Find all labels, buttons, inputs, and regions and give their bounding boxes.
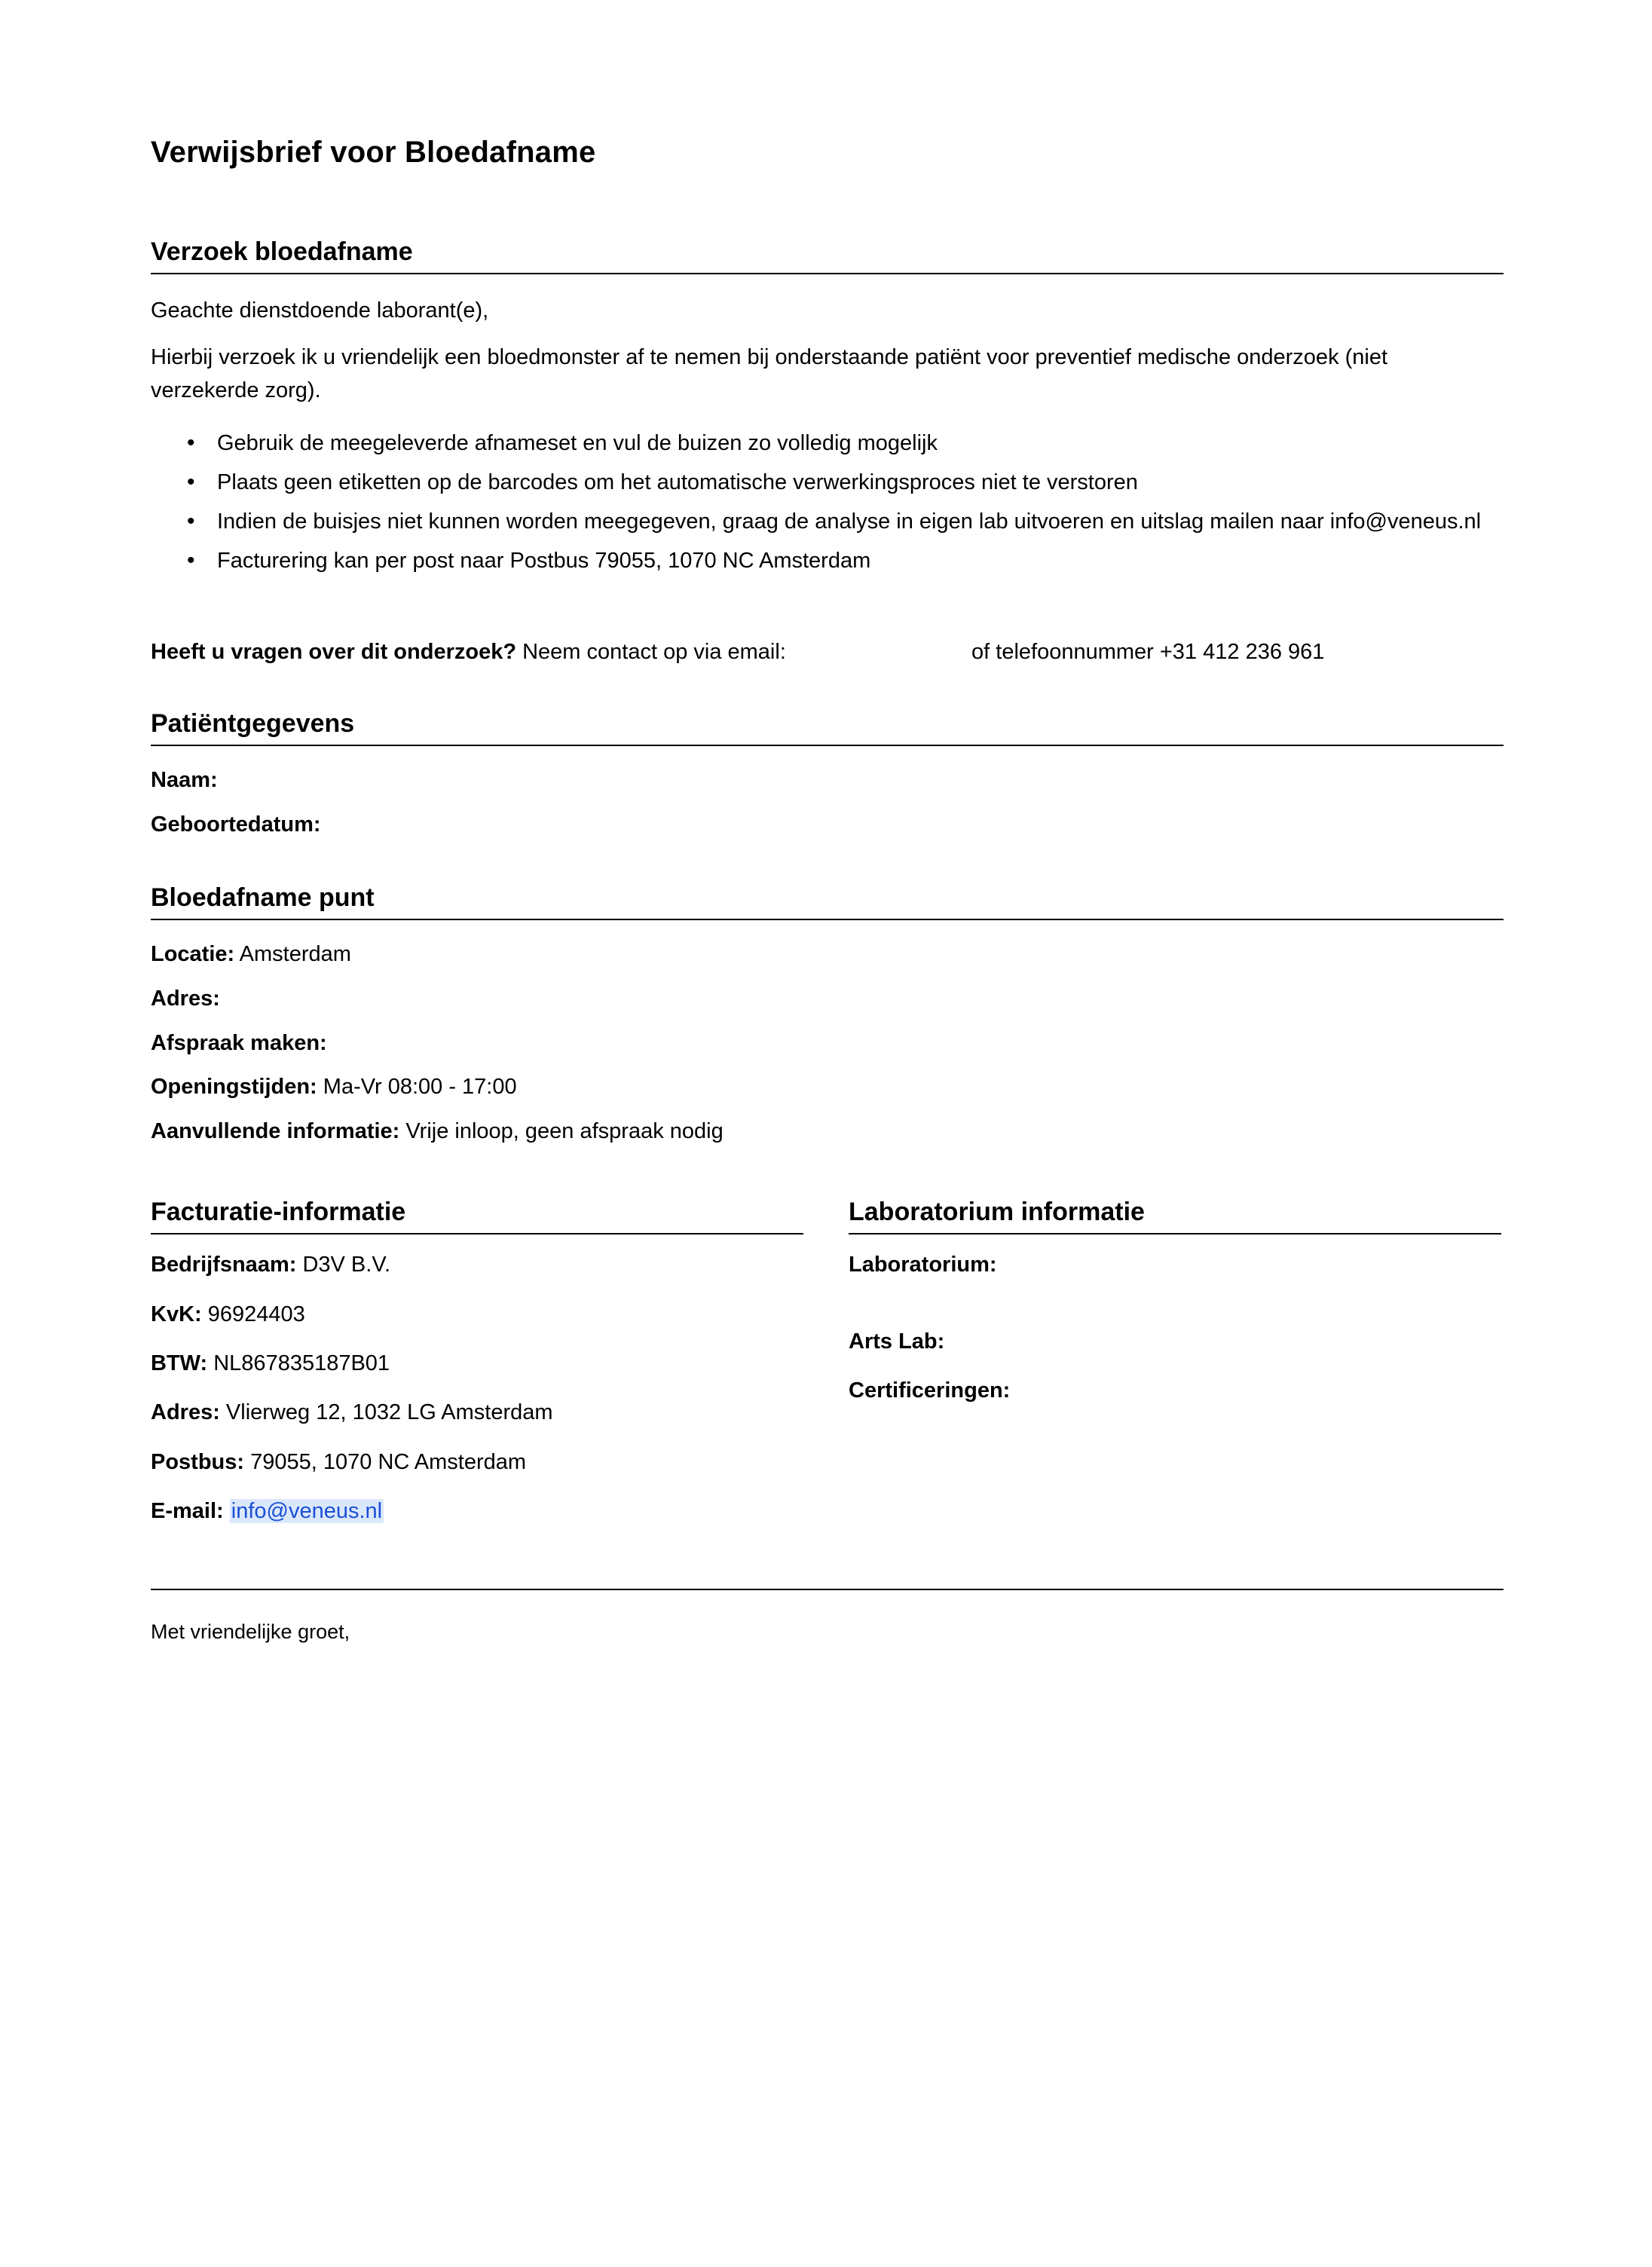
draw-point-label: Locatie:	[151, 941, 235, 966]
info-columns	[151, 1198, 1501, 1530]
draw-point-label: Openingstijden:	[151, 1075, 317, 1100]
patient-dob-label: Geboortedatum:	[151, 812, 321, 837]
billing-email-row	[151, 1493, 803, 1530]
billing-value: 79055, 1070 NC Amsterdam	[250, 1449, 527, 1474]
patient-name-label: Naam:	[151, 767, 218, 792]
billing-value: NL867835187B01	[213, 1351, 390, 1375]
billing-row	[151, 1296, 803, 1333]
billing-value: D3V B.V.	[302, 1253, 391, 1277]
billing-row	[151, 1444, 803, 1481]
lab-row	[849, 1372, 1501, 1409]
billing-label: Adres:	[151, 1400, 220, 1425]
billing-email-link[interactable]: info@veneus.nl	[231, 1498, 383, 1523]
lab-label: Laboratorium:	[849, 1253, 997, 1277]
questions-contact-block	[151, 635, 1501, 668]
draw-point-row	[151, 1114, 1501, 1149]
closing-text: Met vriendelijke groet,	[151, 1620, 350, 1644]
billing-row	[151, 1394, 803, 1431]
billing-row	[151, 1247, 803, 1283]
billing-value: Vlierweg 12, 1032 LG Amsterdam	[225, 1400, 553, 1425]
billing-row	[151, 1345, 803, 1382]
lab-label: Certificeringen:	[849, 1378, 1011, 1403]
questions-rest-text: Neem contact op via email:	[522, 639, 786, 664]
patient-dob-row	[151, 807, 1501, 843]
billing-label: KvK:	[151, 1302, 202, 1326]
draw-point-value: Vrije inloop, geen afspraak nodig	[405, 1119, 724, 1144]
list-item: • Gebruik de meegeleverde afnameset en vul de buizen zo volledig mogelijk	[217, 427, 1501, 460]
draw-point-row	[151, 1069, 1501, 1105]
section-heading-billing: Facturatie-informatie	[151, 1198, 803, 1234]
billing-column	[151, 1198, 803, 1530]
draw-point-row	[151, 937, 1501, 972]
questions-bold-text: Heeft u vragen over dit onderzoek?	[151, 639, 517, 664]
draw-point-label: Aanvullende informatie:	[151, 1119, 400, 1144]
lab-row	[849, 1247, 1501, 1283]
questions-phone-text: of telefoonnummer +31 412 236 961	[971, 639, 1325, 664]
list-item: • Facturering kan per post naar Postbus 79055, 1070 NC Amsterdam	[217, 544, 1501, 577]
intro-text: Hierbij verzoek ik u vriendelijk een bloedmonster af te nemen bij onderstaande patiënt voor preventief medische onderzoek (niet verzekerde zorg).	[151, 345, 1388, 403]
draw-point-label: Afspraak maken:	[151, 1030, 327, 1055]
lab-label: Arts Lab:	[849, 1329, 945, 1354]
section-heading-patient: Patiëntgegevens	[151, 709, 1504, 746]
billing-value: 96924403	[207, 1302, 305, 1326]
footer-divider	[151, 1589, 1504, 1590]
draw-point-row	[151, 1026, 1501, 1061]
section-heading-request: Verzoek bloedafname	[151, 237, 1504, 274]
list-item: • Plaats geen etiketten op de barcodes om het automatische verwerkingsproces niet te verstoren	[217, 466, 1501, 499]
patient-name-row	[151, 763, 1501, 798]
page-title: Verwijsbrief voor Bloedafname	[151, 136, 596, 169]
draw-point-value: Amsterdam	[239, 941, 351, 966]
lab-row	[849, 1323, 1501, 1360]
billing-label: Postbus:	[151, 1449, 245, 1474]
salutation-text: Geachte dienstdoende laborant(e),	[151, 298, 489, 323]
lab-column	[849, 1198, 1501, 1530]
draw-point-value: Ma-Vr 08:00 - 17:00	[323, 1075, 517, 1100]
billing-label: BTW:	[151, 1351, 208, 1375]
list-item: • Indien de buisjes niet kunnen worden meegegeven, graag de analyse in eigen lab uitvoeren en uitslag mailen naar info@veneus.nl	[217, 505, 1501, 538]
instruction-list	[151, 427, 1501, 577]
draw-point-label: Adres:	[151, 986, 220, 1011]
billing-email-label: E-mail:	[151, 1498, 224, 1523]
section-heading-draw-point: Bloedafname punt	[151, 883, 1504, 920]
billing-label: Bedrijfsnaam:	[151, 1253, 297, 1277]
draw-point-row	[151, 981, 1501, 1017]
section-heading-lab: Laboratorium informatie	[849, 1198, 1501, 1234]
